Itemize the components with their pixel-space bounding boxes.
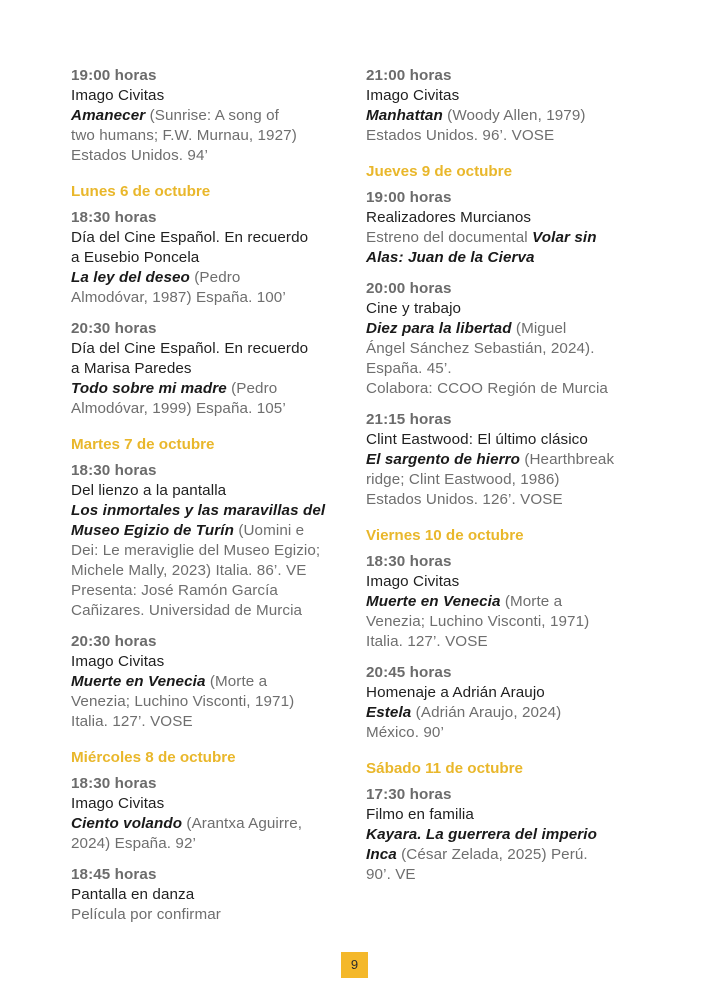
film-details: Venezia; Luchino Visconti, 1971) xyxy=(71,693,295,710)
program-event xyxy=(71,632,351,732)
film-details: Michele Mally, 2023) Italia. 86’. VE xyxy=(71,562,307,579)
event-series: Filmo en familia xyxy=(366,806,474,823)
program-event xyxy=(71,319,351,419)
film-line xyxy=(366,319,646,339)
film-line xyxy=(366,339,646,359)
event-series: Cine y trabajo xyxy=(366,300,462,317)
film-details: Película por confirmar xyxy=(71,906,221,923)
film-details: Almodóvar, 1999) España. 105’ xyxy=(71,400,286,417)
program-event xyxy=(71,66,351,166)
film-title: Ciento volando xyxy=(71,815,183,832)
film-details: Estados Unidos. 94’ xyxy=(71,147,208,164)
event-series: Clint Eastwood: El último clásico xyxy=(366,431,588,448)
event-time: 20:30 horas xyxy=(71,633,157,650)
program-event xyxy=(366,279,646,399)
film-title: Todo sobre mi madre xyxy=(71,380,227,397)
film-line xyxy=(366,612,646,632)
film-line xyxy=(71,379,351,399)
film-line xyxy=(366,865,646,885)
film-line xyxy=(71,712,351,732)
film-details: (Adrián Araujo, 2024) xyxy=(411,704,562,721)
left-column xyxy=(71,66,351,936)
event-series: Día del Cine Español. En recuerdo xyxy=(71,340,309,357)
film-details: Cañizares. Universidad de Murcia xyxy=(71,602,303,619)
film-line xyxy=(71,581,351,601)
film-line xyxy=(366,592,646,612)
right-column xyxy=(366,66,646,896)
film-details: Almodóvar, 1987) España. 100’ xyxy=(71,289,286,306)
film-line xyxy=(366,106,646,126)
event-series-cont: a Marisa Paredes xyxy=(71,360,192,377)
program-event xyxy=(366,188,646,268)
film-details: Colabora: CCOO Región de Murcia xyxy=(366,380,608,397)
film-details: Italia. 127’. VOSE xyxy=(366,633,488,650)
film-details: Dei: Le meraviglie del Museo Egizio; xyxy=(71,542,321,559)
film-title: Museo Egizio de Turín xyxy=(71,522,234,539)
film-details: (Morte a xyxy=(500,593,563,610)
film-line xyxy=(71,288,351,308)
film-details: (Uomini e xyxy=(234,522,305,539)
program-event xyxy=(71,461,351,621)
day-heading: Viernes 10 de octubre xyxy=(366,527,524,544)
event-time: 20:30 horas xyxy=(71,320,157,337)
day-heading: Sábado 11 de octubre xyxy=(366,760,523,777)
film-line xyxy=(71,126,351,146)
program-event xyxy=(71,208,351,308)
event-series: Imago Civitas xyxy=(366,573,460,590)
film-title: Muerte en Venecia xyxy=(71,673,206,690)
film-details: ridge; Clint Eastwood, 1986) xyxy=(366,471,560,488)
film-details: (Woody Allen, 1979) xyxy=(442,107,586,124)
event-time: 18:45 horas xyxy=(71,866,157,883)
film-details: 90’. VE xyxy=(366,866,416,883)
film-details: (Morte a xyxy=(205,673,268,690)
film-title: La ley del deseo xyxy=(71,269,190,286)
film-details: (Arantxa Aguirre, xyxy=(182,815,303,832)
film-details: Estados Unidos. 126’. VOSE xyxy=(366,491,563,508)
film-details: (César Zelada, 2025) Perú. xyxy=(396,846,588,863)
film-line xyxy=(71,399,351,419)
film-details: (Pedro xyxy=(189,269,241,286)
event-series: Homenaje a Adrián Araujo xyxy=(366,684,545,701)
film-intro: Estreno del documental xyxy=(366,229,533,246)
film-line xyxy=(366,632,646,652)
film-details: (Sunrise: A song of xyxy=(145,107,279,124)
film-line xyxy=(366,825,646,845)
film-line xyxy=(71,672,351,692)
film-line xyxy=(71,146,351,166)
program-event xyxy=(366,663,646,743)
film-title: Volar sin xyxy=(532,229,597,246)
event-series: Realizadores Murcianos xyxy=(366,209,532,226)
day-heading: Jueves 9 de octubre xyxy=(366,163,513,180)
event-series: Día del Cine Español. En recuerdo xyxy=(71,229,309,246)
event-series: Imago Civitas xyxy=(71,653,165,670)
film-line xyxy=(71,814,351,834)
film-line xyxy=(366,359,646,379)
film-line xyxy=(71,268,351,288)
event-time: 20:00 horas xyxy=(366,280,452,297)
event-series-cont: a Eusebio Poncela xyxy=(71,249,200,266)
film-title: Estela xyxy=(366,704,412,721)
film-details: 2024) España. 92’ xyxy=(71,835,196,852)
film-details: (Miguel xyxy=(511,320,567,337)
day-heading: Miércoles 8 de octubre xyxy=(71,749,236,766)
event-time: 21:00 horas xyxy=(366,67,452,84)
film-line xyxy=(366,470,646,490)
film-line xyxy=(71,106,351,126)
program-event xyxy=(71,865,351,925)
event-time: 18:30 horas xyxy=(71,775,157,792)
event-time: 18:30 horas xyxy=(71,462,157,479)
event-time: 19:00 horas xyxy=(71,67,157,84)
program-event xyxy=(366,785,646,885)
event-series: Imago Civitas xyxy=(71,87,165,104)
film-details: two humans; F.W. Murnau, 1927) xyxy=(71,127,297,144)
film-title: Amanecer xyxy=(71,107,146,124)
film-details: Ángel Sánchez Sebastián, 2024). xyxy=(366,340,595,357)
page-number: 9 xyxy=(341,952,368,978)
event-time: 21:15 horas xyxy=(366,411,452,428)
film-title: Los inmortales y las maravillas del xyxy=(71,502,326,519)
film-line xyxy=(366,703,646,723)
film-details: (Hearthbreak xyxy=(520,451,615,468)
event-series: Imago Civitas xyxy=(71,795,165,812)
film-line xyxy=(71,521,351,541)
film-line xyxy=(71,501,351,521)
film-line xyxy=(71,561,351,581)
event-time: 18:30 horas xyxy=(71,209,157,226)
event-time: 19:00 horas xyxy=(366,189,452,206)
film-line xyxy=(366,248,646,268)
event-time: 17:30 horas xyxy=(366,786,452,803)
film-title: Manhattan xyxy=(366,107,443,124)
film-line xyxy=(71,692,351,712)
film-title: Kayara. La guerrera del imperio xyxy=(366,826,598,843)
film-line xyxy=(366,450,646,470)
film-line xyxy=(366,228,646,248)
film-line xyxy=(71,601,351,621)
day-heading: Martes 7 de octubre xyxy=(71,436,215,453)
film-title: Diez para la libertad xyxy=(366,320,512,337)
film-details: México. 90’ xyxy=(366,724,444,741)
event-series: Imago Civitas xyxy=(366,87,460,104)
film-line xyxy=(71,834,351,854)
event-series: Pantalla en danza xyxy=(71,886,195,903)
film-line xyxy=(366,490,646,510)
film-details: Estados Unidos. 96’. VOSE xyxy=(366,127,555,144)
film-details: Venezia; Luchino Visconti, 1971) xyxy=(366,613,590,630)
film-line xyxy=(71,905,351,925)
film-details: España. 45’. xyxy=(366,360,452,377)
program-event xyxy=(366,410,646,510)
event-series: Del lienzo a la pantalla xyxy=(71,482,227,499)
film-details: (Pedro xyxy=(226,380,278,397)
program-event xyxy=(366,66,646,146)
program-event xyxy=(71,774,351,854)
event-time: 18:30 horas xyxy=(366,553,452,570)
film-title: Inca xyxy=(366,846,397,863)
film-details: Presenta: José Ramón García xyxy=(71,582,278,599)
film-line xyxy=(366,845,646,865)
day-heading: Lunes 6 de octubre xyxy=(71,183,211,200)
film-line xyxy=(366,723,646,743)
film-title: El sargento de hierro xyxy=(366,451,521,468)
film-title: Alas: Juan de la Cierva xyxy=(366,249,535,266)
film-line xyxy=(366,379,646,399)
program-event xyxy=(366,552,646,652)
event-time: 20:45 horas xyxy=(366,664,452,681)
film-line xyxy=(71,541,351,561)
film-line xyxy=(366,126,646,146)
film-details: Italia. 127’. VOSE xyxy=(71,713,193,730)
film-title: Muerte en Venecia xyxy=(366,593,501,610)
